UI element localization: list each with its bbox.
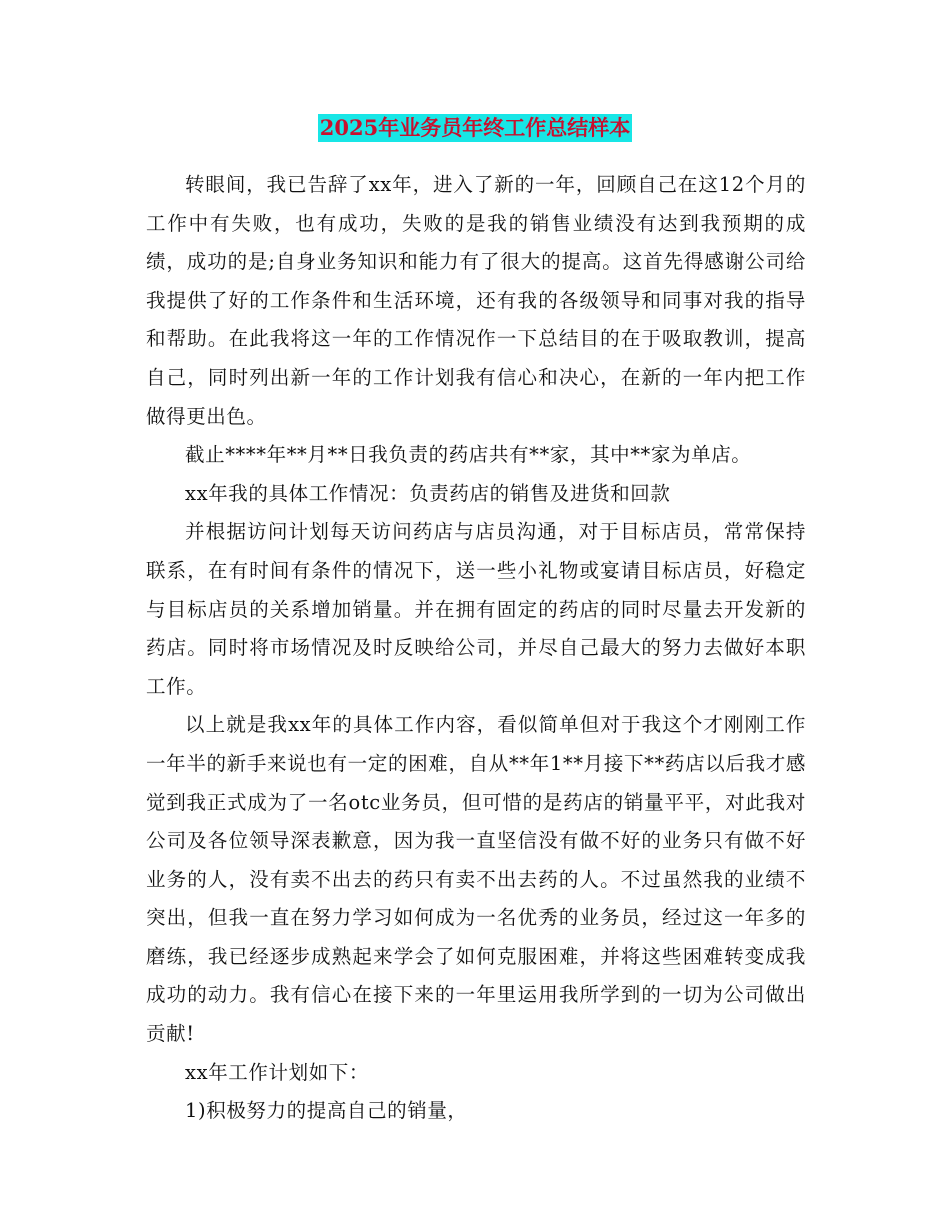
paragraph-intro: 转眼间，我已告辞了xx年，进入了新的一年，回顾自己在这12个月的工作中有失败，也有成功，失败的是我的销售业绩没有达到我预期的成绩，成功的是;自身业务知识和能力有了很大的提高。这首先得感谢公司给我提供了好的工作条件和生活环境，还有我的各级领导和同事对我的指导和帮助。在此我将这一年的工作情况作一下总结目的在于吸取教训，提高自己，同时列出新一年的工作计划我有信心和决心，在新的一年内把工作做得更出色。 xyxy=(146,173,806,428)
paragraph-plan-item-1: 1)积极努力的提高自己的销量， xyxy=(185,1099,468,1123)
document-title: 2025年业务员年终工作总结样本 xyxy=(319,115,631,140)
paragraph-work-situation: xx年我的具体工作情况：负责药店的销售及进货和回款 xyxy=(185,481,671,505)
title-container xyxy=(0,114,950,142)
document-body xyxy=(146,166,806,1131)
paragraph-visit-plan: 并根据访问计划每天访问药店与店员沟通，对于目标店员，常常保持联系，在有时间有条件的情况下，送一些小礼物或宴请目标店员，好稳定与目标店员的关系增加销量。并在拥有固定的药店的同时尽量去开发新的药店。同时将市场情况及时反映给公司，并尽自己最大的努力去做好本职工作。 xyxy=(146,520,806,698)
paragraph-plan-heading: xx年工作计划如下： xyxy=(185,1060,369,1084)
paragraph-store-count: 截止****年**月**日我负责的药店共有**家，其中**家为单店。 xyxy=(185,443,752,467)
paragraph-summary: 以上就是我xx年的具体工作内容，看似简单但对于我这个才刚刚工作一年半的新手来说也有一定的困难，自从**年1**月接下**药店以后我才感觉到我正式成为了一名otc业务员，但可惜的是药店的销量平平，对此我对公司及各位领导深表歉意，因为我一直坚信没有做不好的业务只有做不好业务的人，没有卖不出去的药只有卖不出去药的人。不过虽然我的业绩不突出，但我一直在努力学习如何成为一名优秀的业务员，经过这一年多的磨练，我已经逐步成熟起来学会了如何克服困难，并将这些困难转变成我成功的动力。我有信心在接下来的一年里运用我所学到的一切为公司做出贡献! xyxy=(146,713,806,1046)
